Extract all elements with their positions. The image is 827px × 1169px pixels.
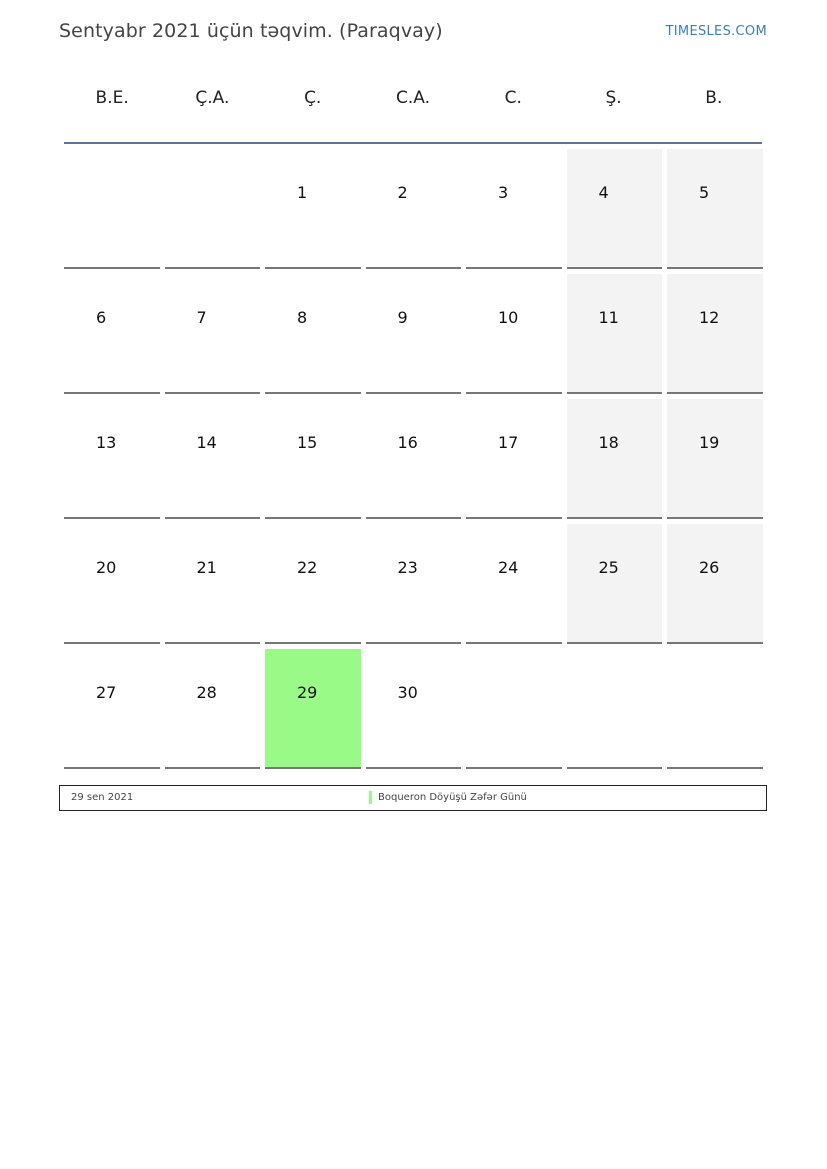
day-cell <box>265 149 361 269</box>
day-number: 30 <box>397 683 418 702</box>
day-number: 18 <box>598 433 619 452</box>
day-number: 17 <box>498 433 519 452</box>
day-number: 14 <box>196 433 217 452</box>
page-title: Sentyabr 2021 üçün təqvim. (Paraqvay) <box>59 20 443 42</box>
day-number: 26 <box>699 558 720 577</box>
day-number: 8 <box>297 308 308 327</box>
day-cell <box>567 524 663 644</box>
day-cell <box>64 524 160 644</box>
day-cell <box>165 274 261 394</box>
legend-color-swatch <box>369 791 372 804</box>
brand-link[interactable]: TIMESLES.COM <box>665 24 767 39</box>
day-cell <box>567 274 663 394</box>
day-number: 12 <box>699 308 720 327</box>
day-cell <box>667 149 763 269</box>
day-cell <box>667 274 763 394</box>
day-number: 2 <box>397 183 408 202</box>
empty-day-cell <box>165 149 261 269</box>
weekday-saturday: Ş. <box>605 88 622 108</box>
empty-day-cell <box>64 149 160 269</box>
weekday-header-row <box>62 88 764 120</box>
day-cell <box>64 274 160 394</box>
day-number: 1 <box>297 183 308 202</box>
day-cell <box>265 399 361 519</box>
day-number: 7 <box>196 308 207 327</box>
day-number: 4 <box>598 183 609 202</box>
weekday-sunday: B. <box>705 88 723 108</box>
day-cell <box>366 524 462 644</box>
day-number: 25 <box>598 558 619 577</box>
legend-date: 29 sen 2021 <box>71 792 134 803</box>
day-cell <box>165 524 261 644</box>
empty-day-cell <box>667 649 763 769</box>
weekday-friday: C. <box>504 88 522 108</box>
day-number: 5 <box>699 183 710 202</box>
day-cell <box>567 149 663 269</box>
day-cell <box>366 649 462 769</box>
day-number: 23 <box>397 558 418 577</box>
day-cell <box>466 399 562 519</box>
day-cell <box>366 274 462 394</box>
day-number: 29 <box>297 683 318 702</box>
day-cell <box>64 399 160 519</box>
day-number: 21 <box>196 558 217 577</box>
holiday-legend <box>59 785 767 811</box>
day-cell <box>64 649 160 769</box>
weekday-tuesday: Ç.A. <box>195 88 230 108</box>
day-number: 27 <box>96 683 117 702</box>
day-cell <box>265 524 361 644</box>
day-cell <box>366 149 462 269</box>
day-cell <box>366 399 462 519</box>
day-number: 16 <box>397 433 418 452</box>
empty-day-cell <box>466 649 562 769</box>
day-cell <box>667 399 763 519</box>
day-number: 11 <box>598 308 619 327</box>
weekday-thursday: C.A. <box>395 88 430 108</box>
day-number: 6 <box>96 308 107 327</box>
legend-holiday-name: Boqueron Döyüşü Zəfər Günü <box>378 792 527 803</box>
calendar-grid <box>64 149 764 769</box>
day-cell <box>265 649 361 769</box>
day-cell <box>165 649 261 769</box>
day-cell <box>466 149 562 269</box>
day-number: 10 <box>498 308 519 327</box>
header-divider <box>64 142 762 144</box>
day-cell <box>165 399 261 519</box>
day-cell <box>567 399 663 519</box>
day-number: 13 <box>96 433 117 452</box>
day-cell <box>667 524 763 644</box>
day-cell <box>265 274 361 394</box>
weekday-monday: B.E. <box>95 88 129 108</box>
day-cell <box>466 274 562 394</box>
day-number: 9 <box>397 308 408 327</box>
day-number: 20 <box>96 558 117 577</box>
day-number: 15 <box>297 433 318 452</box>
day-number: 22 <box>297 558 318 577</box>
empty-day-cell <box>567 649 663 769</box>
day-number: 24 <box>498 558 519 577</box>
day-number: 3 <box>498 183 509 202</box>
day-cell <box>466 524 562 644</box>
weekday-wednesday: Ç. <box>304 88 322 108</box>
day-number: 19 <box>699 433 720 452</box>
day-number: 28 <box>196 683 217 702</box>
